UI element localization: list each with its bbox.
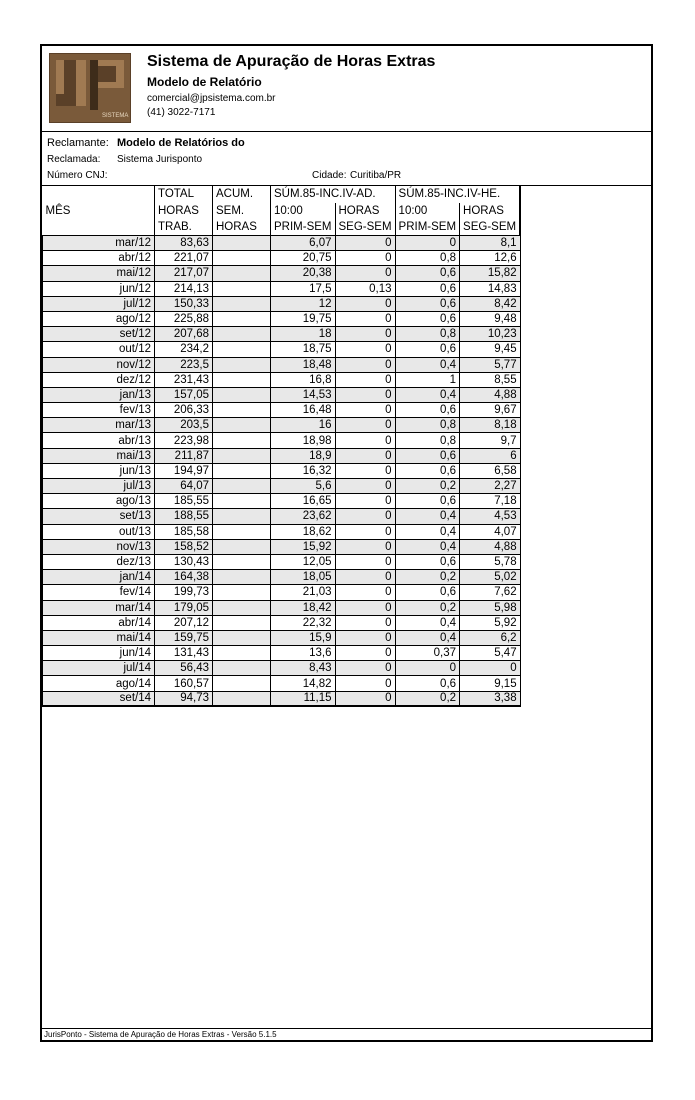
contact-phone: (41) 3022-7171 [147,107,216,118]
cell-mes: fev/13 [43,403,155,418]
cell-total-horas: 164,38 [155,570,213,585]
reclamada-label: Reclamada: [47,154,101,165]
cell-total-horas: 83,63 [155,236,213,251]
cell-he-seg-sem: 4,07 [460,524,521,539]
cell-ad-seg-sem: 0 [335,357,395,372]
cell-mes: jan/14 [43,570,155,585]
table-row [43,251,521,266]
cell-he-prim-sem: 0,37 [395,646,460,661]
report-title: Sistema de Apuração de Horas Extras [147,53,436,70]
cell-he-seg-sem: 14,83 [460,281,521,296]
table-row [43,433,521,448]
cell-ad-seg-sem: 0 [335,691,395,706]
cell-total-horas: 64,07 [155,479,213,494]
cell-ad-prim-sem: 18,62 [271,524,336,539]
table-row [43,266,521,281]
reclamante-value: Modelo de Relatórios do [117,137,245,149]
cell-he-seg-sem: 8,1 [460,236,521,251]
table-row [43,281,521,296]
cell-total-horas: 94,73 [155,691,213,706]
col-header-empty [43,186,155,203]
cell-he-prim-sem: 0,4 [395,357,460,372]
col-header-he-c2-1: HORAS [460,203,521,220]
cell-ad-prim-sem: 12 [271,296,336,311]
cell-mes: dez/12 [43,372,155,387]
cell-acum-horas [213,311,271,326]
cell-he-prim-sem: 0,4 [395,630,460,645]
table-row [43,615,521,630]
cell-he-prim-sem: 0,8 [395,418,460,433]
cell-ad-prim-sem: 18,42 [271,600,336,615]
col-header-total-2: HORAS [155,203,213,220]
cell-he-seg-sem: 9,45 [460,342,521,357]
report-subtitle: Modelo de Relatório [147,75,262,89]
cell-acum-horas [213,372,271,387]
cell-acum-horas [213,585,271,600]
reclamante-label: Reclamante: [47,137,109,149]
cell-mes: mai/14 [43,630,155,645]
cell-he-prim-sem: 0,6 [395,296,460,311]
cell-total-horas: 185,55 [155,494,213,509]
cell-he-prim-sem: 0,8 [395,327,460,342]
cell-acum-horas [213,433,271,448]
cell-he-seg-sem: 9,15 [460,676,521,691]
cell-mes: mai/12 [43,266,155,281]
cell-he-seg-sem: 4,88 [460,387,521,402]
cell-he-seg-sem: 6,2 [460,630,521,645]
cell-ad-prim-sem: 5,6 [271,479,336,494]
cell-he-prim-sem: 0,6 [395,281,460,296]
cell-ad-seg-sem: 0,13 [335,281,395,296]
cell-mes: ago/12 [43,311,155,326]
cell-ad-prim-sem: 14,82 [271,676,336,691]
cell-mes: fev/14 [43,585,155,600]
table-row [43,554,521,569]
table-row [43,494,521,509]
cell-he-prim-sem: 0,4 [395,524,460,539]
cell-ad-seg-sem: 0 [335,524,395,539]
table-row [43,372,521,387]
cell-he-prim-sem: 0,6 [395,463,460,478]
logo-text: SISTEMA [102,113,129,119]
cell-acum-horas [213,615,271,630]
cell-he-seg-sem: 9,48 [460,311,521,326]
cell-total-horas: 160,57 [155,676,213,691]
cell-acum-horas [213,448,271,463]
cell-ad-prim-sem: 16,65 [271,494,336,509]
cidade-value: Curitiba/PR [350,170,402,181]
col-header-mes: MÊS [45,204,71,217]
cell-acum-horas [213,509,271,524]
table-row [43,448,521,463]
table-row [43,646,521,661]
cell-acum-horas [213,327,271,342]
cell-acum-horas [213,463,271,478]
table-row [43,311,521,326]
cell-he-seg-sem: 8,55 [460,372,521,387]
cell-total-horas: 214,13 [155,281,213,296]
cell-acum-horas [213,600,271,615]
table-row [43,463,521,478]
cell-he-prim-sem: 0,4 [395,509,460,524]
table-row [43,585,521,600]
table-row [43,509,521,524]
cell-ad-prim-sem: 16 [271,418,336,433]
cell-he-seg-sem: 5,02 [460,570,521,585]
cell-ad-seg-sem: 0 [335,600,395,615]
cell-he-seg-sem: 0 [460,661,521,676]
col-header-total-1: TOTAL [155,186,213,203]
cell-mes: jul/12 [43,296,155,311]
cell-mes: set/13 [43,509,155,524]
cell-ad-prim-sem: 17,5 [271,281,336,296]
cell-mes: jun/13 [43,463,155,478]
cell-he-prim-sem: 0,4 [395,539,460,554]
cell-acum-horas [213,418,271,433]
cell-he-seg-sem: 8,18 [460,418,521,433]
cell-mes: set/14 [43,691,155,706]
cell-ad-seg-sem: 0 [335,570,395,585]
cell-total-horas: 203,5 [155,418,213,433]
cell-he-seg-sem: 3,38 [460,691,521,706]
cell-mes: jul/13 [43,479,155,494]
cell-acum-horas [213,570,271,585]
cell-ad-prim-sem: 23,62 [271,509,336,524]
cell-he-prim-sem: 0 [395,236,460,251]
table-row [43,630,521,645]
cell-mes: nov/13 [43,539,155,554]
cell-ad-seg-sem: 0 [335,615,395,630]
cell-ad-prim-sem: 8,43 [271,661,336,676]
cell-total-horas: 223,5 [155,357,213,372]
cell-acum-horas [213,266,271,281]
table-row [43,479,521,494]
cell-mes: jan/13 [43,387,155,402]
cell-ad-seg-sem: 0 [335,509,395,524]
cell-total-horas: 207,12 [155,615,213,630]
table-row [43,403,521,418]
cidade-label: Cidade: [312,170,347,181]
cell-ad-prim-sem: 18,05 [271,570,336,585]
col-header-total-3: TRAB. [155,219,213,236]
cell-mes: mai/13 [43,448,155,463]
cell-total-horas: 194,97 [155,463,213,478]
cell-he-prim-sem: 0,6 [395,266,460,281]
col-header-acum-1: ACUM. [213,186,271,203]
cell-acum-horas [213,281,271,296]
cell-acum-horas [213,251,271,266]
cell-total-horas: 159,75 [155,630,213,645]
cell-ad-prim-sem: 18,75 [271,342,336,357]
table-row [43,691,521,706]
cell-ad-prim-sem: 16,32 [271,463,336,478]
cell-he-prim-sem: 0,2 [395,600,460,615]
cell-he-prim-sem: 0,6 [395,554,460,569]
cell-he-seg-sem: 10,23 [460,327,521,342]
cell-he-prim-sem: 0,6 [395,585,460,600]
cell-he-prim-sem: 0,2 [395,570,460,585]
cell-mes: jul/14 [43,661,155,676]
report-footer: JurisPonto - Sistema de Apuração de Horas Extras - Versão 5.1.5 [42,1028,651,1040]
cell-total-horas: 234,2 [155,342,213,357]
cell-ad-seg-sem: 0 [335,433,395,448]
cnj-label: Número CNJ: [47,170,108,181]
cell-he-seg-sem: 9,67 [460,403,521,418]
cell-total-horas: 179,05 [155,600,213,615]
table-row [43,539,521,554]
table-row [43,296,521,311]
report-header [42,46,651,132]
cell-he-prim-sem: 0,8 [395,251,460,266]
cell-mes: mar/14 [43,600,155,615]
cell-ad-seg-sem: 0 [335,630,395,645]
cell-mes: abr/14 [43,615,155,630]
col-header-he-c1-1: 10:00 [395,203,460,220]
cell-total-horas: 157,05 [155,387,213,402]
cell-he-seg-sem: 8,42 [460,296,521,311]
table-row [43,676,521,691]
table-row [43,600,521,615]
cell-acum-horas [213,661,271,676]
cell-ad-seg-sem: 0 [335,311,395,326]
cell-acum-horas [213,676,271,691]
company-logo [49,53,131,123]
cell-he-prim-sem: 0,2 [395,691,460,706]
cell-acum-horas [213,646,271,661]
cell-acum-horas [213,539,271,554]
cell-ad-seg-sem: 0 [335,327,395,342]
col-group-he: SÚM.85-INC.IV-HE. [395,186,520,203]
cell-ad-seg-sem: 0 [335,539,395,554]
col-header-he-c1-2: PRIM-SEM [395,219,460,236]
cell-total-horas: 221,07 [155,251,213,266]
cell-he-prim-sem: 0,4 [395,387,460,402]
cell-he-seg-sem: 4,88 [460,539,521,554]
cell-he-seg-sem: 5,92 [460,615,521,630]
cell-mes: mar/12 [43,236,155,251]
cell-ad-prim-sem: 16,8 [271,372,336,387]
cell-ad-seg-sem: 0 [335,661,395,676]
cell-acum-horas [213,524,271,539]
cell-he-prim-sem: 0,6 [395,676,460,691]
cell-acum-horas [213,494,271,509]
cell-ad-seg-sem: 0 [335,585,395,600]
col-group-ad: SÚM.85-INC.IV-AD. [271,186,396,203]
cell-ad-prim-sem: 19,75 [271,311,336,326]
cell-mes: out/12 [43,342,155,357]
cell-ad-seg-sem: 0 [335,266,395,281]
col-header-ad-c1-1: 10:00 [271,203,336,220]
cell-ad-prim-sem: 18,48 [271,357,336,372]
cell-he-prim-sem: 0,2 [395,479,460,494]
cell-mes: abr/12 [43,251,155,266]
cell-total-horas: 211,87 [155,448,213,463]
cell-ad-seg-sem: 0 [335,494,395,509]
cell-total-horas: 130,43 [155,554,213,569]
cell-total-horas: 158,52 [155,539,213,554]
cell-ad-seg-sem: 0 [335,236,395,251]
col-header-acum-2: SEM. [213,203,271,220]
cell-total-horas: 231,43 [155,372,213,387]
cell-acum-horas [213,630,271,645]
cell-total-horas: 206,33 [155,403,213,418]
cell-mes: jun/14 [43,646,155,661]
cell-ad-prim-sem: 18,9 [271,448,336,463]
cell-acum-horas [213,691,271,706]
cell-he-seg-sem: 4,53 [460,509,521,524]
cell-he-seg-sem: 7,18 [460,494,521,509]
cell-ad-prim-sem: 16,48 [271,403,336,418]
cell-acum-horas [213,236,271,251]
cell-ad-seg-sem: 0 [335,418,395,433]
cell-ad-prim-sem: 18,98 [271,433,336,448]
jp-logo-icon [50,54,130,122]
cell-he-seg-sem: 7,62 [460,585,521,600]
cell-mes: ago/13 [43,494,155,509]
cell-total-horas: 199,73 [155,585,213,600]
table-row [43,524,521,539]
cell-mes: ago/14 [43,676,155,691]
cell-ad-seg-sem: 0 [335,676,395,691]
cell-mes: dez/13 [43,554,155,569]
cell-he-seg-sem: 5,47 [460,646,521,661]
cell-ad-prim-sem: 18 [271,327,336,342]
cell-he-seg-sem: 6,58 [460,463,521,478]
cell-ad-seg-sem: 0 [335,342,395,357]
cell-mes: set/12 [43,327,155,342]
cell-mes: out/13 [43,524,155,539]
cell-ad-seg-sem: 0 [335,296,395,311]
cell-he-seg-sem: 5,77 [460,357,521,372]
cell-acum-horas [213,403,271,418]
cell-ad-seg-sem: 0 [335,403,395,418]
cell-ad-seg-sem: 0 [335,387,395,402]
col-header-empty-2 [43,219,155,236]
cell-ad-prim-sem: 20,75 [271,251,336,266]
col-header-he-c2-2: SEG-SEM [460,219,521,236]
cell-ad-seg-sem: 0 [335,463,395,478]
cell-mes: jun/12 [43,281,155,296]
col-header-ad-c2-2: SEG-SEM [335,219,395,236]
cell-acum-horas [213,357,271,372]
cell-mes: mar/13 [43,418,155,433]
table-row [43,357,521,372]
cell-ad-prim-sem: 22,32 [271,615,336,630]
cell-ad-prim-sem: 15,92 [271,539,336,554]
cell-total-horas: 217,07 [155,266,213,281]
cell-he-prim-sem: 0,6 [395,448,460,463]
cell-he-prim-sem: 0,4 [395,615,460,630]
cell-acum-horas [213,387,271,402]
cell-acum-horas [213,296,271,311]
cell-total-horas: 225,88 [155,311,213,326]
cell-acum-horas [213,342,271,357]
col-header-ad-c1-2: PRIM-SEM [271,219,336,236]
cell-he-seg-sem: 9,7 [460,433,521,448]
table-row [43,570,521,585]
cell-mes: nov/12 [43,357,155,372]
col-header-acum-3: HORAS [213,219,271,236]
cell-ad-seg-sem: 0 [335,554,395,569]
table-row [43,387,521,402]
cell-ad-prim-sem: 14,53 [271,387,336,402]
cell-acum-horas [213,479,271,494]
hours-table [42,186,521,707]
cell-ad-seg-sem: 0 [335,448,395,463]
cell-total-horas: 207,68 [155,327,213,342]
cell-ad-prim-sem: 12,05 [271,554,336,569]
cell-ad-prim-sem: 20,38 [271,266,336,281]
cell-ad-prim-sem: 15,9 [271,630,336,645]
cell-he-seg-sem: 5,98 [460,600,521,615]
cell-ad-seg-sem: 0 [335,372,395,387]
cell-ad-prim-sem: 11,15 [271,691,336,706]
cell-total-horas: 56,43 [155,661,213,676]
contact-email: comercial@jpsistema.com.br [147,93,276,104]
cell-total-horas: 131,43 [155,646,213,661]
report-page [40,44,653,1042]
cell-he-prim-sem: 0,6 [395,311,460,326]
table-row [43,418,521,433]
cell-ad-prim-sem: 6,07 [271,236,336,251]
reclamada-value: Sistema Jurisponto [117,154,203,165]
cell-total-horas: 223,98 [155,433,213,448]
cell-he-prim-sem: 0,6 [395,403,460,418]
cell-he-prim-sem: 0,8 [395,433,460,448]
cell-he-prim-sem: 0,6 [395,494,460,509]
cell-total-horas: 188,55 [155,509,213,524]
table-body [43,236,521,707]
table-row [43,327,521,342]
cell-total-horas: 150,33 [155,296,213,311]
cell-he-seg-sem: 15,82 [460,266,521,281]
cell-total-horas: 185,58 [155,524,213,539]
cell-acum-horas [213,554,271,569]
cell-ad-seg-sem: 0 [335,251,395,266]
cell-mes: abr/13 [43,433,155,448]
cell-he-prim-sem: 0 [395,661,460,676]
cell-he-prim-sem: 0,6 [395,342,460,357]
cell-he-seg-sem: 2,27 [460,479,521,494]
cell-ad-prim-sem: 13,6 [271,646,336,661]
cell-ad-seg-sem: 0 [335,646,395,661]
table-row [43,236,521,251]
cell-ad-seg-sem: 0 [335,479,395,494]
col-header-ad-c2-1: HORAS [335,203,395,220]
case-info [42,132,651,186]
cell-he-prim-sem: 1 [395,372,460,387]
cell-he-seg-sem: 5,78 [460,554,521,569]
cell-ad-prim-sem: 21,03 [271,585,336,600]
cell-he-seg-sem: 12,6 [460,251,521,266]
table-row [43,661,521,676]
cell-he-seg-sem: 6 [460,448,521,463]
table-row [43,342,521,357]
